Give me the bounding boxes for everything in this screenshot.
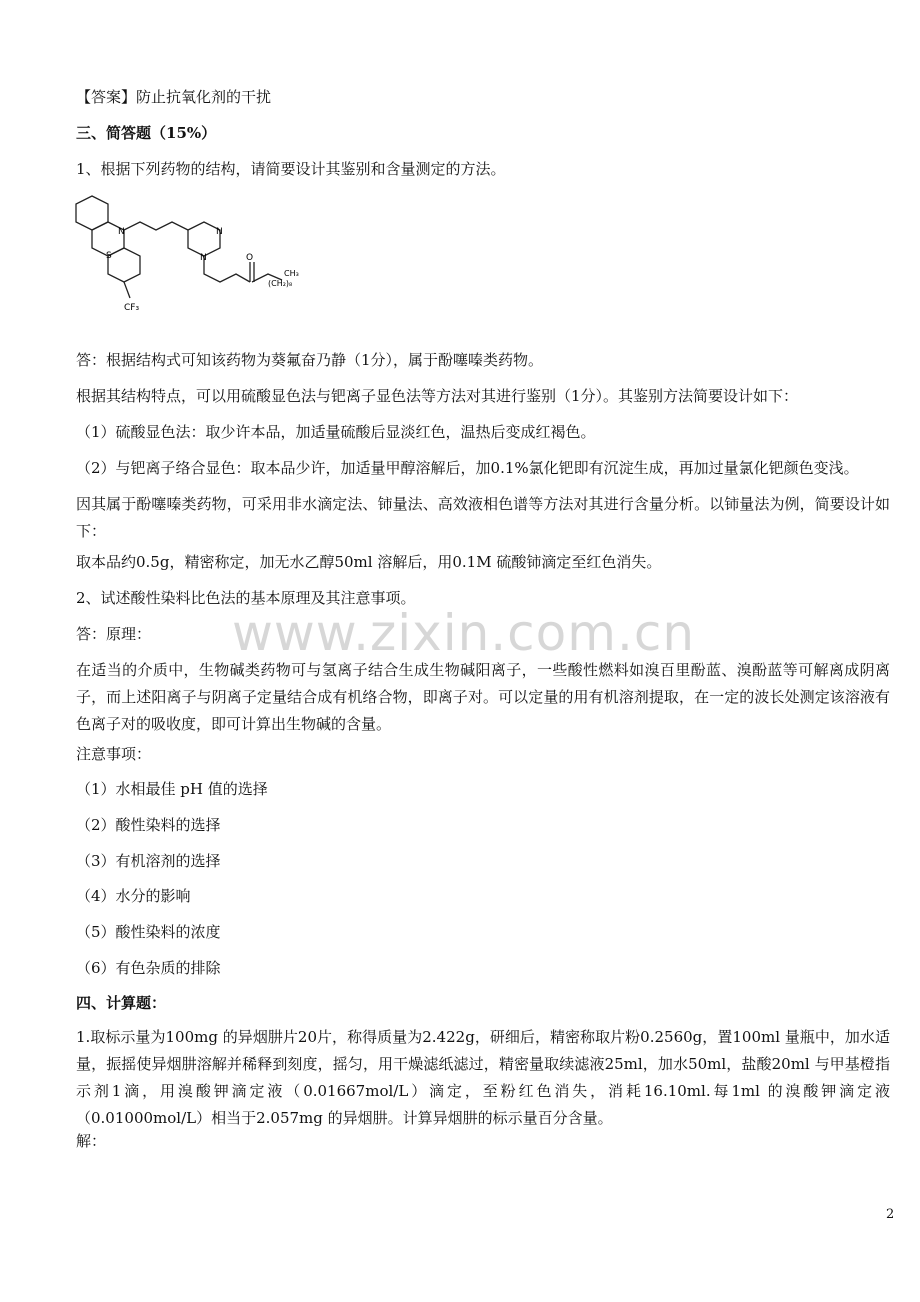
section-4-title: 四、计算题： (76, 994, 167, 1012)
question-1: 1、根据下列药物的结构，请简要设计其鉴别和含量测定的方法。 (76, 160, 506, 178)
answer-1-line-1: 答：根据结构式可知该药物为葵氟奋乃静（1分），属于酚噻嗪类药物。 (76, 351, 544, 369)
answer-1-line-6: 取本品约0.5g，精密称定，加无水乙醇50ml 溶解后，用0.1M 硫酸铈滴定至红色消失。 (76, 553, 662, 571)
note-item: （4）水分的影响 (76, 887, 191, 905)
chemical-structure (72, 190, 312, 340)
note-item: （6）有色杂质的排除 (76, 959, 221, 977)
cf3-label: CF₃ (124, 303, 140, 313)
chain-label: (CH₂)₈ (268, 279, 293, 288)
answer-1-line-5: 因其属于酚噻嗪类药物，可采用非水滴定法、铈量法、高效液相色谱等方法对其进行含量分析。以铈量法为例，简要设计如下： (76, 495, 890, 540)
answer-1-line-2: 根据其结构特点，可以用硫酸显色法与钯离子显色法等方法对其进行鉴别（1分）。其鉴别方法简要设计如下： (76, 387, 799, 405)
note-item: （3）有机溶剂的选择 (76, 852, 221, 870)
watermark: www.zixin.com.cn (232, 604, 696, 662)
question-2: 2、试述酸性染料比色法的基本原理及其注意事项。 (76, 589, 416, 607)
section-3-title: 三、简答题（15%） (76, 124, 217, 142)
page-number: 2 (886, 1207, 895, 1222)
calculation-1: 1.取标示量为100mg 的异烟肼片20片，称得质量为2.422g，研细后，精密称取片粉0.2560g，置100ml 量瓶中，加水适量，振摇使异烟肼溶解并稀释到刻度，摇匀，用干燥滤纸滤过，精密量取续滤液25ml，加水50ml，盐酸20ml 与甲基橙指示剂1滴，用溴酸钾滴定液（0.01667mol/L）滴定，至粉红色消失，消耗16.10ml.每1ml 的溴酸钾滴定液（0.01000mol/L）相当于2.057mg 的异烟肼。计算异烟肼的标示量百分含量。 (76, 1028, 890, 1127)
piperazine-n-top-label: N (216, 227, 223, 237)
notes-heading: 注意事项： (76, 745, 152, 763)
note-item: （2）酸性染料的选择 (76, 816, 221, 834)
answer-line: 【答案】防止抗氧化剂的干扰 (76, 88, 272, 106)
solution-label: 解： (76, 1132, 107, 1150)
answer-1-line-3: （1）硫酸显色法：取少许本品，加适量硫酸后显淡红色，温热后变成红褐色。 (76, 423, 596, 441)
note-item: （1）水相最佳 pH 值的选择 (76, 780, 268, 798)
answer-2-principle-label: 答：原理： (76, 625, 152, 643)
piperazine-n-bottom-label: N (200, 253, 207, 263)
methyl-label: CH₃ (284, 269, 299, 278)
answer-2-principle: 在适当的介质中，生物碱类药物可与氢离子结合生成生物碱阳离子，一些酸性燃料如溴百里酚蓝、溴酚蓝等可解离成阴离子，而上述阳离子与阴离子定量结合成有机络合物，即离子对。可以定量的用有机溶剂提取，在一定的波长处测定该溶液有色离子对的吸收度，即可计算出生物碱的含量。 (76, 661, 890, 733)
note-item: （5）酸性染料的浓度 (76, 923, 221, 941)
ring-sulfur-label: S (106, 251, 112, 261)
ring-nitrogen-label: N (118, 227, 125, 237)
oxygen-label: O (246, 253, 254, 263)
answer-1-line-4: （2）与钯离子络合显色：取本品少许，加适量甲醇溶解后，加0.1%氯化钯即有沉淀生成，再加过量氯化钯颜色变浅。 (76, 459, 859, 477)
